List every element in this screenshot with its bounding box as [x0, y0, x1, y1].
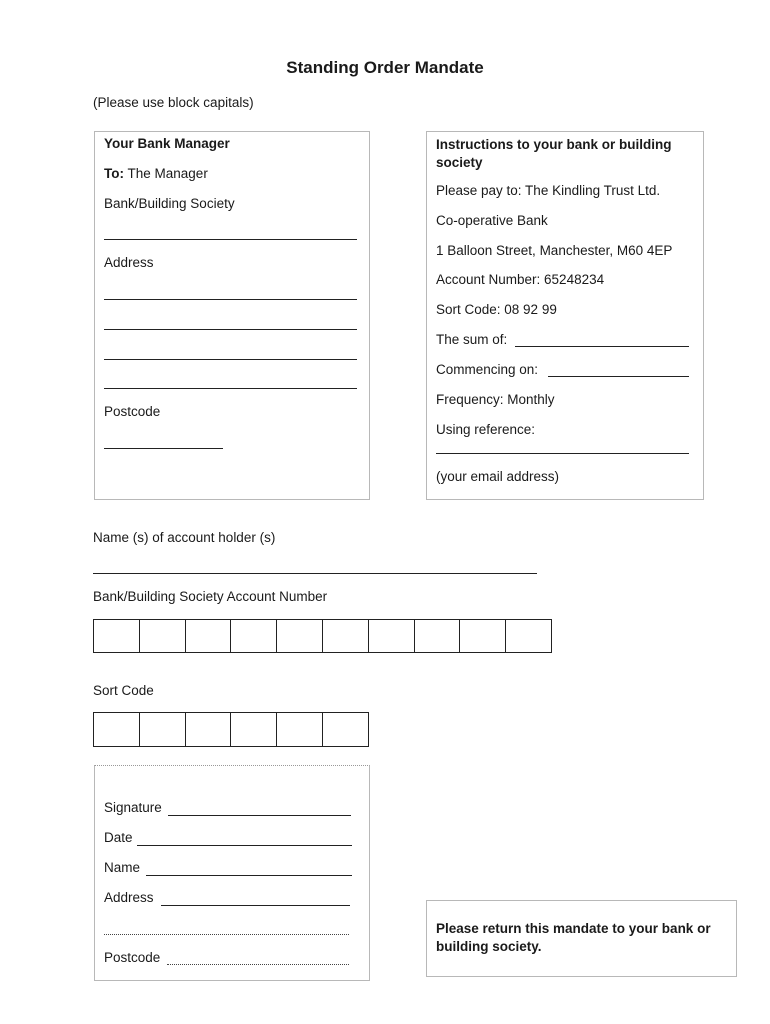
signature-label: Signature [104, 800, 162, 815]
signature-address-label: Address [104, 890, 154, 905]
account-digit-box[interactable] [277, 620, 323, 652]
sort-code-digit-box[interactable] [186, 713, 232, 746]
sort-code-label: Sort Code [93, 683, 154, 698]
account-number-text: Account Number: 65248234 [436, 272, 605, 287]
postcode-label: Postcode [104, 404, 161, 419]
email-note: (your email address) [436, 469, 560, 484]
commencing-label: Commencing on: [436, 362, 539, 377]
page-title: Standing Order Mandate [286, 58, 484, 77]
sort-code-boxes [93, 712, 369, 747]
reference-label: Using reference: [436, 422, 536, 437]
account-digit-box[interactable] [415, 620, 461, 652]
bank-manager-heading: Your Bank Manager [104, 136, 230, 151]
signature-address-field-2[interactable] [104, 934, 349, 935]
account-digit-box[interactable] [369, 620, 415, 652]
to-label: To: [104, 166, 124, 181]
account-holder-field[interactable] [93, 573, 537, 574]
sort-code-digit-box[interactable] [231, 713, 277, 746]
name-label: Name [104, 860, 141, 875]
account-number-boxes [93, 619, 552, 653]
return-note: Please return this mandate to your bank or building society. [436, 921, 711, 954]
postcode-field[interactable] [104, 448, 223, 449]
bank-name-text: Co-operative Bank [436, 213, 548, 228]
date-label: Date [104, 830, 133, 845]
address-field-line-1[interactable] [104, 299, 357, 300]
signature-address-field-1[interactable] [161, 905, 350, 906]
address-field-line-2[interactable] [104, 329, 357, 330]
signature-field[interactable] [168, 815, 351, 816]
account-digit-box[interactable] [506, 620, 551, 652]
account-holder-label: Name (s) of account holder (s) [93, 530, 276, 545]
signature-postcode-field[interactable] [167, 964, 349, 965]
address-field-line-3[interactable] [104, 359, 357, 360]
sort-code-digit-box[interactable] [94, 713, 140, 746]
reference-field[interactable] [436, 453, 689, 454]
commencing-field[interactable] [548, 376, 689, 377]
account-digit-box[interactable] [460, 620, 506, 652]
to-value: The Manager [127, 166, 208, 181]
bank-manager-box [94, 131, 370, 500]
sort-code-digit-box[interactable] [277, 713, 323, 746]
bank-society-label: Bank/Building Society [104, 196, 235, 211]
sort-code-digit-box[interactable] [140, 713, 186, 746]
account-digit-box[interactable] [231, 620, 277, 652]
account-number-label: Bank/Building Society Account Number [93, 589, 328, 604]
sort-code-text: Sort Code: 08 92 99 [436, 302, 557, 317]
sum-field[interactable] [515, 346, 689, 347]
account-digit-box[interactable] [94, 620, 140, 652]
pay-to-text: Please pay to: The Kindling Trust Ltd. [436, 183, 661, 198]
signature-postcode-label: Postcode [104, 950, 161, 965]
address-field-line-4[interactable] [104, 388, 357, 389]
name-field[interactable] [146, 875, 352, 876]
account-digit-box[interactable] [186, 620, 232, 652]
address-label: Address [104, 255, 154, 270]
sort-code-digit-box[interactable] [323, 713, 368, 746]
bank-address-text: 1 Balloon Street, Manchester, M60 4EP [436, 243, 673, 258]
frequency-text: Frequency: Monthly [436, 392, 555, 407]
bank-society-field[interactable] [104, 239, 357, 240]
account-digit-box[interactable] [323, 620, 369, 652]
to-manager-line [104, 166, 208, 181]
date-field[interactable] [137, 845, 352, 846]
instructions-heading: Instructions to your bank or building society [436, 137, 672, 170]
block-capitals-instruction: (Please use block capitals) [93, 95, 254, 110]
sum-label: The sum of: [436, 332, 508, 347]
account-digit-box[interactable] [140, 620, 186, 652]
